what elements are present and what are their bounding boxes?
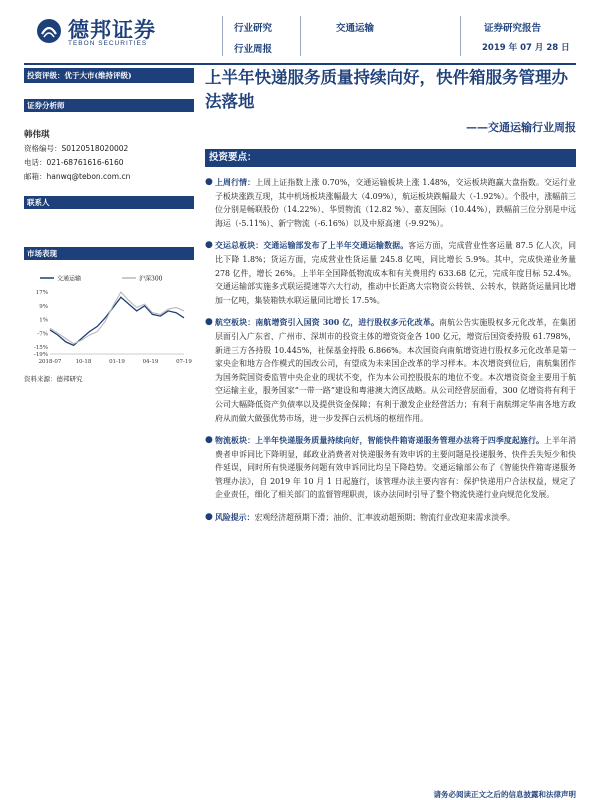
report-date: 2019 年 07 月 28 日 [482, 43, 570, 53]
bullet-text: 宏观经济超预期下滑；油价、汇率波动超预期；物流行业改迎来需求淡季。 [254, 513, 515, 523]
bullet-lead: 上周行情： [215, 178, 256, 187]
main-content [205, 66, 576, 525]
header-divider [460, 16, 461, 56]
logo-english: TEBON SECURITIES [68, 40, 148, 47]
bullet-text: 南航公告实施股权多元化改革，在集团层面引入广东省、广州市、深圳市的投资主体的增资资金各 100 亿元，增资后国资委持股 61.798%，新进三方各持股 10.445%，社保基金持股 6.866%。本次国资向南航增资进行股权多元化改革是第一家央企和地方合作模式的国改公司，有望成为未来国企改革的学习样本。本次增资到位后，南航集团作为国务院国资委监管中央企业的现状不变，作为本公司控股股东的地位不变。本次增资资金主要用于航空运输主业，服务国家“一带一路”建设和粤港澳大湾区战略。从公司经营层面看，300 亿增资将有利于公司大幅降低资产负债率以及提供资金保障；有利于激发企业经营活力；有利于南航绑定华南各地方政府从而做大做强优势市场，进一步发挥白云机场的枢纽作用。 [215, 318, 576, 423]
chart-source: 资料来源：德邦研究 [24, 375, 83, 383]
x-tick-label: 04-19 [142, 359, 159, 365]
x-tick-label: 01-19 [109, 359, 125, 365]
header-divider [222, 16, 223, 56]
report-header [0, 0, 600, 62]
legend-transport: 交通运输 [57, 275, 82, 283]
analyst-email: 邮箱：hanwq@tebon.com.cn [24, 172, 131, 181]
sidebar [24, 68, 194, 383]
report-title: 上半年快递服务质量持续向好，快件箱服务管理办法落地 [205, 68, 568, 111]
bullet-aviation [205, 316, 576, 425]
key-points-heading: 投资要点： [205, 149, 576, 167]
bullet-lead: 风险提示： [215, 513, 255, 523]
investment-rating: 投资评级：优于大市(维持评级) [24, 68, 194, 83]
category-label: 行业研究 [234, 23, 273, 34]
report-subtitle: ——交通运输行业周报 [466, 121, 576, 134]
contact-section-title: 联系人 [24, 196, 194, 209]
bullet-risk [205, 511, 576, 525]
y-tick-label: -15% [33, 345, 48, 352]
analyst-section-title: 证券分析师 [24, 99, 194, 112]
bullet-lead: 航空板块：南航增资引入国资 300 亿，进行股权多元化改革。 [215, 318, 440, 328]
analyst-phone: 电话：021-68761616-6160 [24, 158, 124, 167]
y-tick-label: -7% [37, 331, 48, 338]
logo-text: 德邦证券 [68, 17, 156, 42]
bullet-dot-icon: ● [205, 512, 213, 523]
market-chart-svg [24, 270, 194, 370]
report-type-label: 证券研究报告 [484, 23, 542, 34]
bullet-market [205, 176, 576, 230]
bullet-logistics [205, 434, 576, 502]
market-performance-chart [24, 270, 194, 370]
series-line-0 [50, 297, 184, 345]
x-tick-label: 10-18 [75, 359, 92, 365]
bullet-text: 上周上证指数上涨 0.70%，交通运输板块上涨 1.48%，交运板块跑赢大盘指数。交运行业子板块涨跌互现，其中机场板块涨幅最大（4.09%），航运板块跌幅最大（-1.92%）。个股中，涨幅前三位分别是畅联股份（14.22%）、华贸物流（12.82 %）、嘉友国际（10.44%），跌幅前三位分别是中远海运（-5.11%）、新宁物流（-6.16%）以及中原高速（-9.92%）。 [215, 178, 576, 228]
bullet-text: 客运方面，完成营业性客运量 87.5 亿人次，同比下降 1.8%；货运方面，完成营业性货运量 245.8 亿吨，同比增长 5.9%。其中，完成快递业务量 278 亿件，增长 26%。上半年全国降低物流成本和有关费用约 633.68 亿元，完成年度目标 52.4%。交通运输部实施多式联运提速等六大行动，推动中长距离大宗物资公转铁、公转水，铁路货运量同比增加一亿吨，集装箱铁水联运量同比增长 17.5%。 [215, 241, 576, 305]
bullet-dot-icon: ● [205, 177, 213, 187]
tebon-logo-icon [36, 18, 62, 44]
bullet-dot-icon: ● [205, 317, 213, 328]
bullet-lead: 物流板块：上半年快递服务质量持续向好，智能快件箱寄递服务管理办法将于四季度起施行。 [215, 436, 545, 446]
bullet-dot-icon: ● [205, 240, 213, 251]
y-tick-label: 1% [39, 317, 48, 324]
bullet-transport [205, 239, 576, 307]
bullet-dot-icon: ● [205, 435, 213, 446]
analyst-cert: 资格编号：S0120518020002 [24, 144, 129, 153]
market-section-title: 市场表现 [24, 247, 194, 260]
footer-disclaimer: 请务必阅读正文之后的信息披露和法律声明 [433, 790, 576, 799]
y-tick-label: 17% [35, 290, 48, 296]
analyst-name: 韩伟琪 [24, 130, 50, 140]
legend-hs300: 沪深300 [139, 275, 163, 283]
bullet-text: 上半年消费者申诉同比下降明显，邮政业消费者对快递服务有效申诉的主要问题是投递服务、快件丢失短少和快件延误，同时所有快递服务问题有效申诉同比均呈下降趋势。交通运输部公布了《智能快件箱寄递服务管理办法》，自 2019 年 10 月 1 日起施行，该管理办法主要内容有：保护快递用户合法权益，规定了企业责任，细化了相关部门的监督管理职责，该办法同时引导了整个物流快递行业向规范化发展。 [215, 436, 576, 500]
report-kind-label: 行业周报 [234, 44, 273, 55]
y-tick-label: 9% [39, 303, 48, 310]
bullet-lead: 交运总板块：交通运输部发布了上半年交通运输数据。 [215, 241, 409, 251]
header-divider [300, 16, 301, 56]
series-line-1 [50, 292, 184, 344]
y-tick-label: -19% [33, 352, 48, 358]
header-rule [24, 63, 576, 65]
x-tick-label: 2018-07 [38, 359, 62, 365]
x-tick-label: 07-19 [176, 359, 192, 365]
industry-label: 交通运输 [336, 23, 375, 34]
